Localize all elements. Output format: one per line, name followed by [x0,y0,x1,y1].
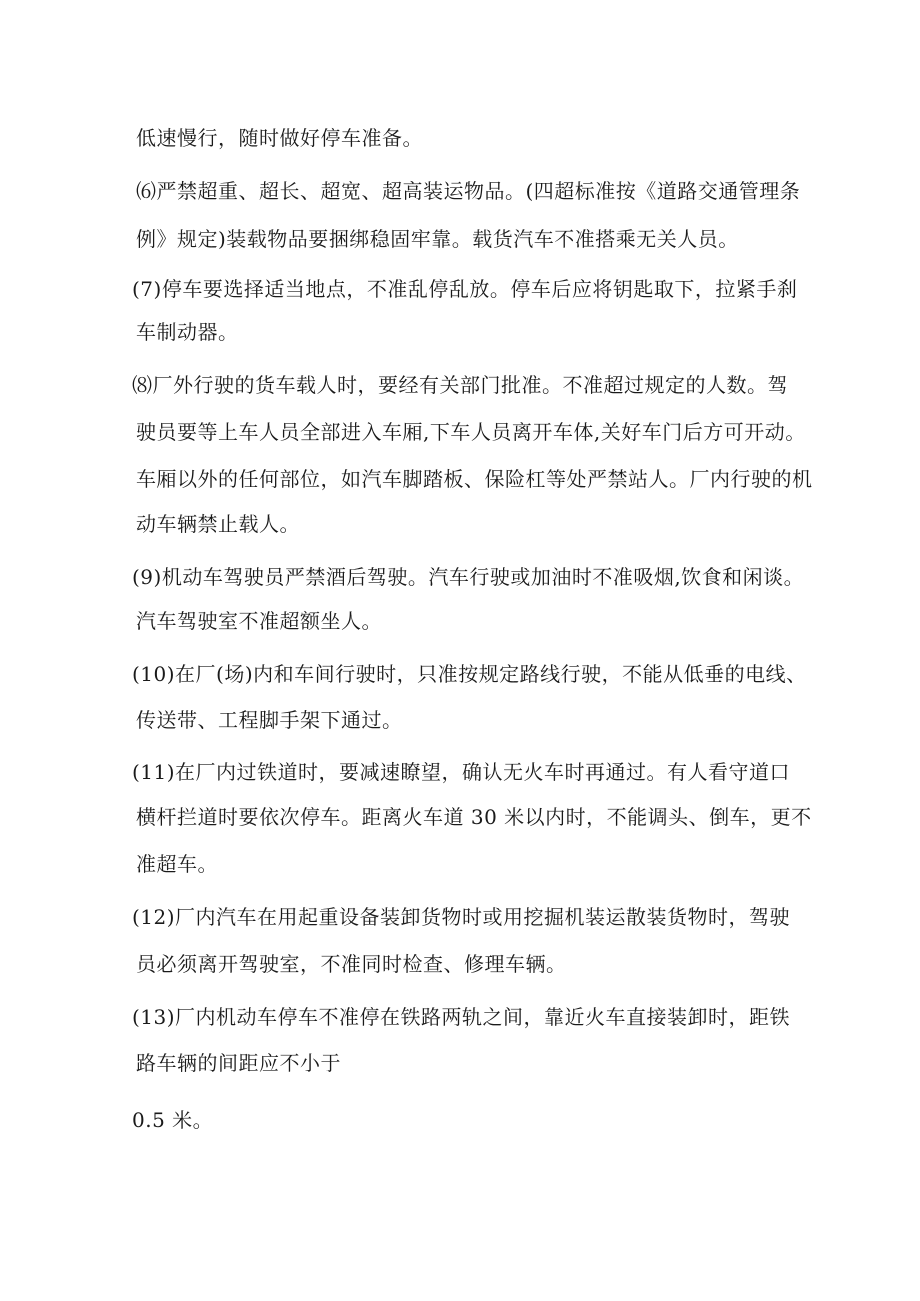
text-line: ⑹严禁超重、超长、超宽、超高装运物品。(四超标准按《道路交通管理条 [136,179,801,203]
text-line: (11)在厂内过铁道时，要减速瞭望，确认无火车时再通过。有人看守道口 [132,760,791,784]
text-line: 车厢以外的任何部位，如汽车脚踏板、保险杠等处严禁站人。厂内行驶的机 [136,467,813,491]
text-line: (10)在厂(场)内和车间行驶时，只准按规定路线行驶，不能从低垂的电线、 [132,662,807,686]
text-line: 横杆拦道时要依次停车。距离火车道 30 米以内时，不能调头、倒车，更不 [136,805,812,829]
text-line: (7)停车要选择适当地点，不准乱停乱放。停车后应将钥匙取下，拉紧手刹 [132,277,798,301]
text-line: 员必须离开驾驶室，不准同时检查、修理车辆。 [136,952,567,976]
text-line: 汽车驾驶室不准超额坐人。 [136,609,382,633]
text-line: 准超车。 [136,852,218,876]
text-line: 0.5 米。 [132,1108,214,1132]
text-line: (12)厂内汽车在用起重设备装卸货物时或用挖掘机装运散装货物时，驾驶 [132,905,791,929]
text-line: 驶员要等上车人员全部进入车厢,下车人员离开车体,关好车门后方可开动。 [136,420,806,444]
text-line: ⑻厂外行驶的货车载人时，要经有关部门批准。不准超过规定的人数。驾 [132,373,788,397]
text-line: 传送带、工程脚手架下通过。 [136,708,403,732]
text-line: 动车辆禁止载人。 [136,512,300,536]
text-line: (13)厂内机动车停车不准停在铁路两轨之间，靠近火车直接装卸时，距铁 [132,1005,791,1029]
text-line: 低速慢行，随时做好停车准备。 [136,126,423,150]
text-line: 路车辆的间距应不小于 [136,1051,341,1075]
text-line: 车制动器。 [136,320,239,344]
text-line: (9)机动车驾驶员严禁酒后驾驶。汽车行驶或加油时不准吸烟,饮食和闲谈。 [132,565,805,589]
text-line: 例》规定)装载物品要捆绑稳固牢靠。载货汽车不准搭乘无关人员。 [136,227,739,251]
